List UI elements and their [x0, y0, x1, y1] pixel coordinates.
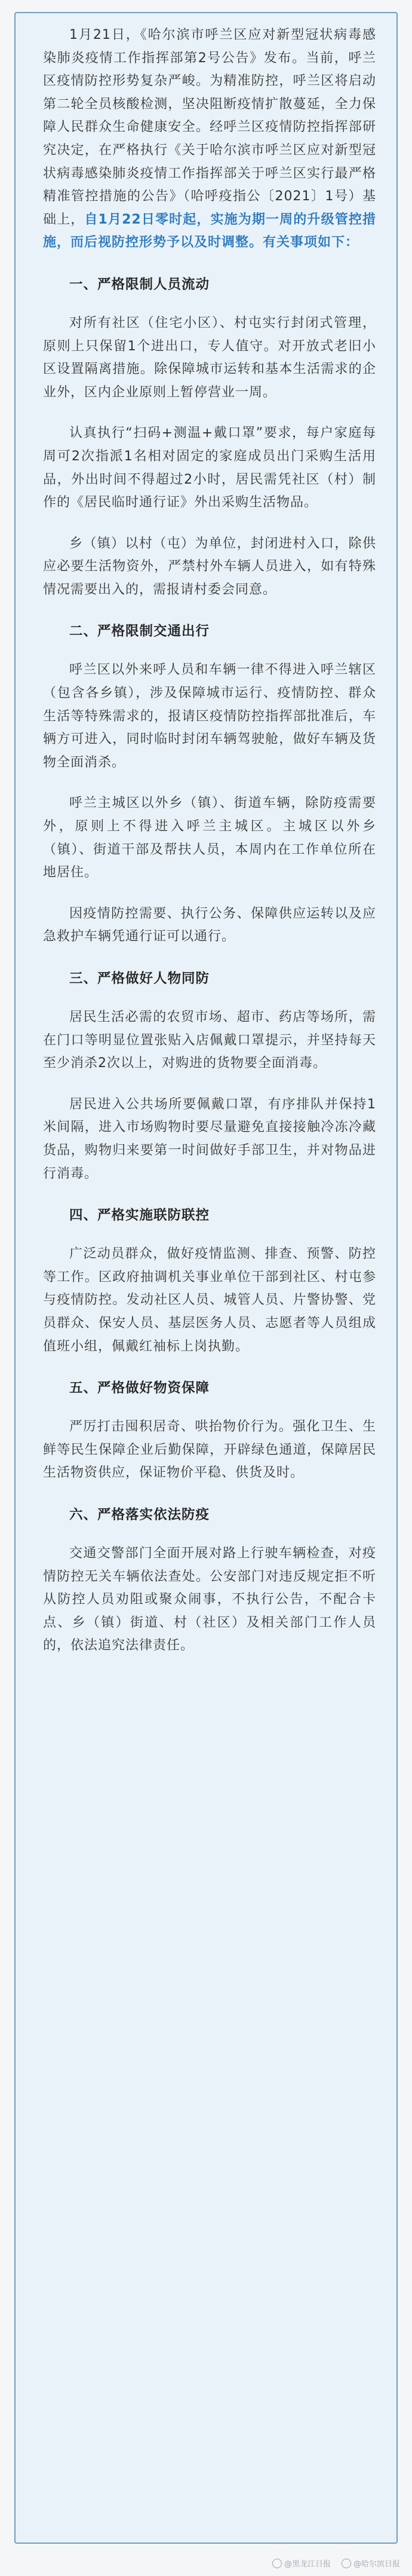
section-4-paragraph-1: 广泛动员群众，做好疫情监测、排查、预警、防控等工作。区政府抽调机关事业单位干部到社区、村屯参与疫情防控。发动社区人员、城管人员、片警协警、党员群众、保安人员、基层医务人员、志愿者等人员组成值班小组，佩戴红袖标上岗执勤。: [43, 1246, 376, 1354]
announcement-card: [14, 12, 398, 2544]
section-2-paragraph-3: 因疫情防控需要、执行公务、保障供应运转以及应急救护车辆凭通行证可以通行。: [43, 906, 376, 945]
section-3-paragraph-1: 居民生活必需的农贸市场、超市、药店等场所，需在门口等明显位置张贴入店佩戴口罩提示，并坚持每天至少消杀2次以上，对购进的货物要全面消毒。: [43, 1010, 376, 1071]
section-heading-5: 五、严格做好物资保障: [69, 1380, 210, 1397]
watermark-left: [272, 2557, 331, 2569]
section-heading-6: 六、严格落实依法防疫: [69, 1507, 210, 1523]
section-heading-2: 二、严格限制交通出行: [69, 624, 210, 640]
section-heading-1: 一、严格限制人员流动: [69, 276, 210, 292]
watermark-right: [342, 2557, 400, 2569]
section-heading-3: 三、严格做好人物同防: [69, 971, 210, 986]
section-heading-4: 四、严格实施联防联控: [69, 1208, 210, 1224]
section-6-paragraph-1: 交通交警部门全面开展对路上行驶车辆检查，对疫情防控无关车辆依法查处。公安部门对违反规定拒不听从防控人员劝阻或聚众闹事，不执行公告，不配合卡点、乡（镇）街道、村（社区）及相关部门工作人员的，依法追究法律责任。: [43, 1545, 376, 1654]
intro-highlight: 自1月22日零时起，实施为期一周的升级管控措施，而后视防控形势予以及时调整。有关事项如下：: [43, 212, 376, 250]
section-3-paragraph-2: 居民进入公共场所要佩戴口罩，有序排队并保持1米间隔，进入市场购物时要尽量避免直接接触冷冻冷藏货品，购物归来要第一时间做好手部卫生，并对物品进行消毒。: [43, 1096, 376, 1181]
intro-paragraph: [43, 24, 376, 255]
weibo-icon: [272, 2559, 282, 2568]
section-1-paragraph-2: 认真执行“扫码+测温+戴口罩”要求，每户家庭每周可2次指派1名相对固定的家庭成员出门采购生活用品，外出时间不得超过2小时，居民需凭社区（村）制作的《居民临时通行证》外出采购生活物品。: [43, 426, 376, 511]
section-1-paragraph-3: 乡（镇）以村（屯）为单位，封闭进村入口，除供应必要生活物资外，严禁村外车辆人员进入，如有特殊情况需要出入的，需报请村委会同意。: [43, 536, 376, 597]
watermark-right-text: @哈尔滨日报: [353, 2560, 400, 2569]
intro-text: 1月21日，《哈尔滨市呼兰区应对新型冠状病毒感染肺炎疫情工作指挥部第2号公告》发布。当前，呼兰区疫情防控形势复杂严峻。为精准防控，呼兰区将启动第二轮全员核酸检测，坚决阻断疫情扩散蔓延，全力保障人民群众生命健康安全。经呼兰区疫情防控指挥部研究决定，在严格执行《关于哈尔滨市呼兰区应对新型冠状病毒感染肺炎疫情工作指挥部关于呼兰区实行最严格精准管控措施的公告》（哈呼疫指公〔2021〕1号）基础上，: [43, 27, 376, 227]
section-2-paragraph-1: 呼兰区以外来呼人员和车辆一律不得进入呼兰辖区（包含各乡镇），涉及保障城市运行、疫情防控、群众生活等特殊需求的，报请区疫情防控指挥部批准后，车辆方可进入，同时临时封闭车辆驾驶舱，做好车辆及货物全面消杀。: [43, 662, 376, 770]
section-5-paragraph-1: 严厉打击囤积居奇、哄抬物价行为。强化卫生、生鲜等民生保障企业后勤保障，开辟绿色通道，保障居民生活物资供应，保证物价平稳、供货及时。: [43, 1419, 376, 1481]
watermark-left-text: @黑龙江日报: [284, 2560, 331, 2569]
weibo-icon: [342, 2559, 351, 2568]
section-1-paragraph-1: 对所有社区（住宅小区）、村屯实行封闭式管理，原则上只保留1个进出口，专人值守。对开放式老旧小区设置隔离措施。除保障城市运转和基本生活需求的企业外，区内企业原则上暂停营业一周。: [43, 315, 376, 400]
section-2-paragraph-2: 呼兰主城区以外乡（镇）、街道车辆，除防疫需要外，原则上不得进入呼兰主城区。主城区以外乡（镇）、街道干部及帮扶人员，本周内在工作单位所在地居住。: [43, 796, 376, 881]
watermark: [272, 2557, 400, 2569]
